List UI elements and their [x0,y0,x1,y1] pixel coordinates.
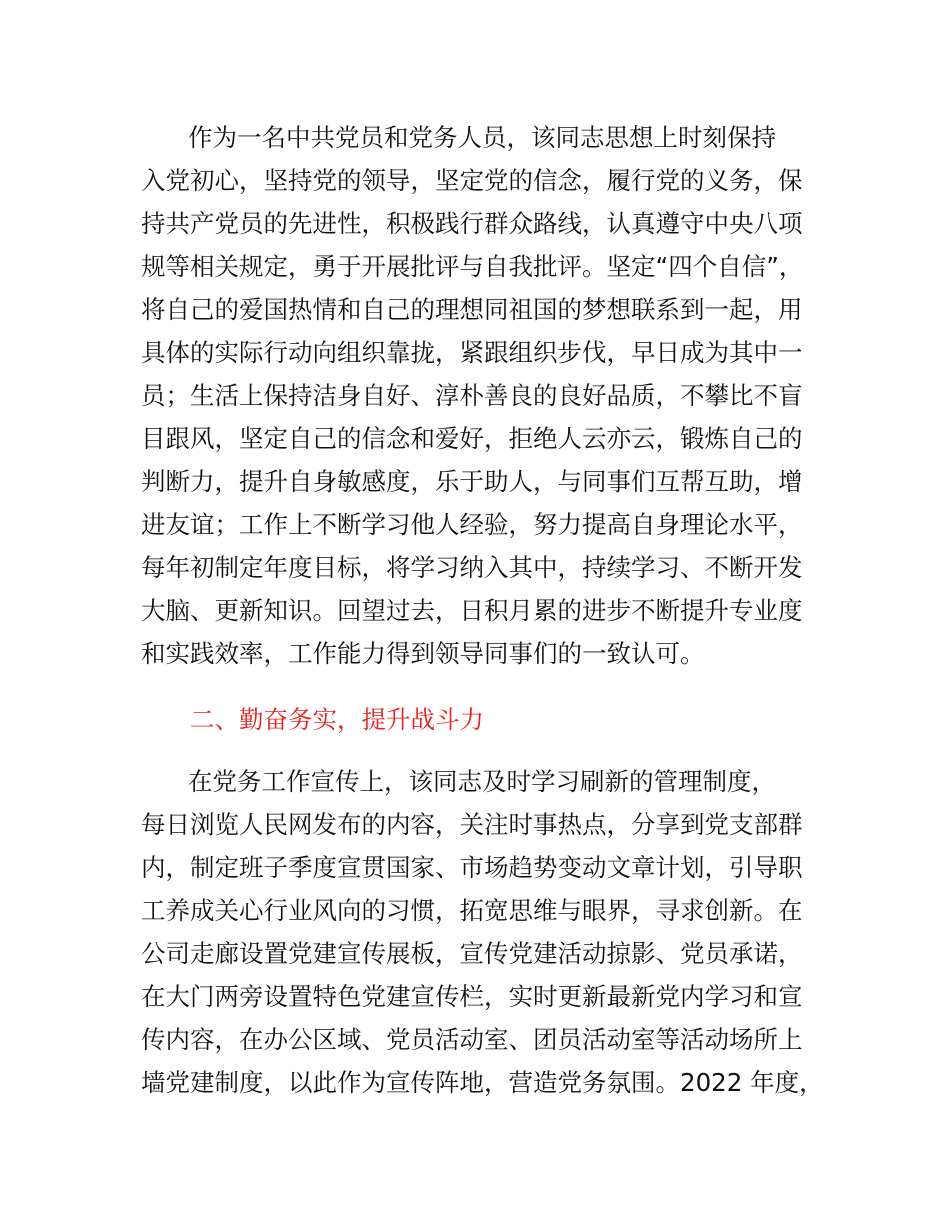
paragraph-line: 传内容，在办公区域、党员活动室、团员活动室等活动场所上 [141,1025,803,1054]
paragraph-line: 进友谊；工作上不断学习他人经验，努力提高自身理论水平， [141,510,803,539]
paragraph-line: 在大门两旁设置特色党建宣传栏，实时更新最新党内学习和宣 [141,982,803,1011]
paragraph-line: 公司走廊设置党建宣传展板，宣传党建活动掠影、党员承诺， [141,939,803,968]
paragraph-line: 和实践效率，工作能力得到领导同事们的一致认可。 [141,639,705,668]
paragraph-line: 判断力，提升自身敏感度，乐于助人，与同事们互帮互助，增 [141,467,803,496]
paragraph-line: 具体的实际行动向组织靠拢，紧跟组织步伐，早日成为其中一 [141,338,803,367]
paragraph-line: 工养成关心行业风向的习惯，拓宽思维与眼界，寻求创新。在 [141,896,803,925]
paragraph-line: 持共产党员的先进性，积极践行群众路线，认真遵守中央八项 [141,209,803,238]
paragraph-line: 墙党建制度，以此作为宣传阵地，营造党务氛围。2022 年度， [141,1068,824,1097]
paragraph-line: 规等相关规定，勇于开展批评与自我批评。坚定“四个自信”， [141,252,804,281]
paragraph-line: 每日浏览人民网发布的内容，关注时事热点，分享到党支部群 [141,810,803,839]
paragraph-line: 大脑、更新知识。回望过去，日积月累的进步不断提升专业度 [141,596,803,625]
paragraph-line: 在党务工作宣传上，该同志及时学习刷新的管理制度， [188,767,776,796]
paragraph-line: 目跟风，坚定自己的信念和爱好，拒绝人云亦云，锻炼自己的 [141,424,803,453]
paragraph-line: 入党初心，坚持党的领导，坚定党的信念，履行党的义务，保 [141,166,803,195]
paragraph-line: 内，制定班子季度宣贯国家、市场趋势变动文章计划，引导职 [141,853,803,882]
paragraph-line: 作为一名中共党员和党务人员，该同志思想上时刻保持 [188,123,776,152]
paragraph-line: 员；生活上保持洁身自好、淳朴善良的良好品质，不攀比不盲 [141,381,803,410]
paragraph-line: 每年初制定年度目标，将学习纳入其中，持续学习、不断开发 [141,553,803,582]
section-heading: 二、勤奋务实，提升战斗力 [190,705,484,734]
paragraph-line: 将自己的爱国热情和自己的理想同祖国的梦想联系到一起，用 [141,295,803,324]
